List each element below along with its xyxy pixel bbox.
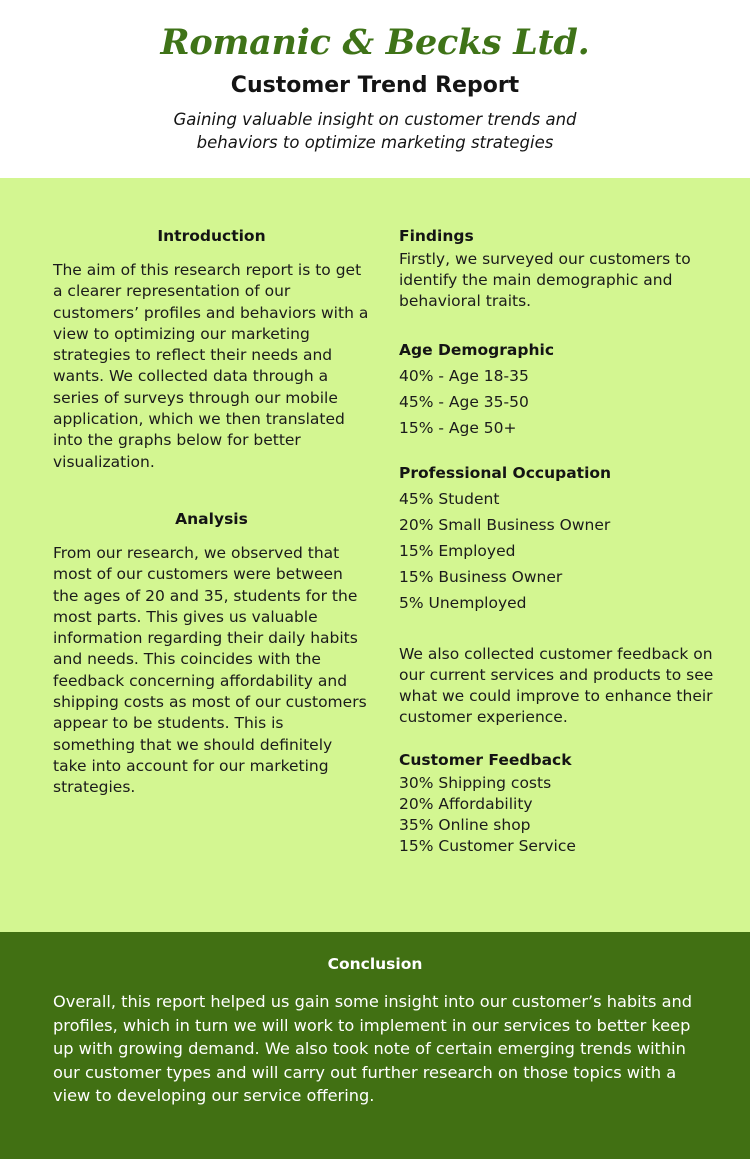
list-item: 5% Unemployed (399, 594, 527, 612)
list-item: 15% Business Owner (399, 568, 563, 586)
findings-body: Firstly, we surveyed our customers to identify the main demographic and behavioral traits. (399, 250, 691, 310)
section-spacer (399, 441, 720, 463)
list-item: 35% Online shop (399, 816, 531, 834)
customer-feedback-list (399, 773, 720, 857)
page-title: Customer Trend Report (230, 73, 520, 98)
professional-occupation-heading: Professional Occupation (399, 464, 612, 482)
company-name: Romanic & Becks Ltd. (160, 22, 590, 63)
feedback-intro-body: We also collected customer feedback on our current services and products to see what we could improve to enhance their customer experience. (399, 645, 714, 726)
section-spacer (399, 728, 720, 750)
age-demographic-heading: Age Demographic (399, 341, 555, 359)
list-item: 20% Small Business Owner (399, 516, 611, 534)
list-item: 45% - Age 35-50 (399, 393, 529, 411)
list-item: 30% Shipping costs (399, 774, 552, 792)
list-item: 15% Employed (399, 542, 516, 560)
section-findings (399, 226, 720, 312)
list-item: 40% - Age 18-35 (399, 367, 529, 385)
report-subtitle: Gaining valuable insight on customer trends and behaviors to optimize marketing strategies (173, 110, 577, 152)
findings-heading: Findings (399, 227, 474, 245)
conclusion-body: Overall, this report helped us gain some insight into our customer’s habits and profiles, which in turn we will work to implement in our services to better keep up with growing demand. We also took note of certain emerging trends within our customer types and will carry out further research on those topics with a view to developing our service offering. (53, 992, 693, 1105)
professional-occupation-list (399, 486, 720, 616)
report-header (0, 0, 750, 178)
list-item: 45% Student (399, 490, 500, 508)
conclusion-heading: Conclusion (327, 955, 423, 973)
analysis-heading: Analysis (175, 509, 248, 528)
section-analysis (53, 509, 370, 799)
section-age-demographic (399, 340, 720, 441)
list-item: 20% Affordability (399, 795, 533, 813)
introduction-heading: Introduction (157, 227, 266, 245)
section-spacer (399, 312, 720, 340)
column-spacer (53, 473, 370, 509)
list-item: 15% - Age 50+ (399, 419, 517, 437)
introduction-body: The aim of this research report is to get a clearer representation of our customers’ profiles and behaviors with a view to optimizing our marketing strategies to reflect their needs and wants. We collected data through a series of surveys through our mobile application, which we then translated into the graphs below for better visualization. (53, 261, 369, 471)
left-column (0, 178, 390, 799)
customer-feedback-heading: Customer Feedback (399, 751, 572, 769)
section-spacer (399, 616, 720, 644)
section-professional-occupation (399, 463, 720, 616)
list-item: 15% Customer Service (399, 837, 576, 855)
conclusion-section (0, 932, 750, 1159)
report-body (0, 178, 750, 932)
section-customer-feedback (399, 750, 720, 857)
section-introduction (53, 226, 370, 473)
right-column (390, 178, 750, 857)
age-demographic-list (399, 363, 720, 441)
analysis-body: From our research, we observed that most of our customers were between the ages of 20 and 35, students for the most parts. This gives us valuable information regarding their daily habits and needs. This coincides with the feedback concerning affordability and shipping costs as most of our customers appear to be students. This is something that we should definitely take into account for our marketing strategies. (53, 543, 367, 797)
